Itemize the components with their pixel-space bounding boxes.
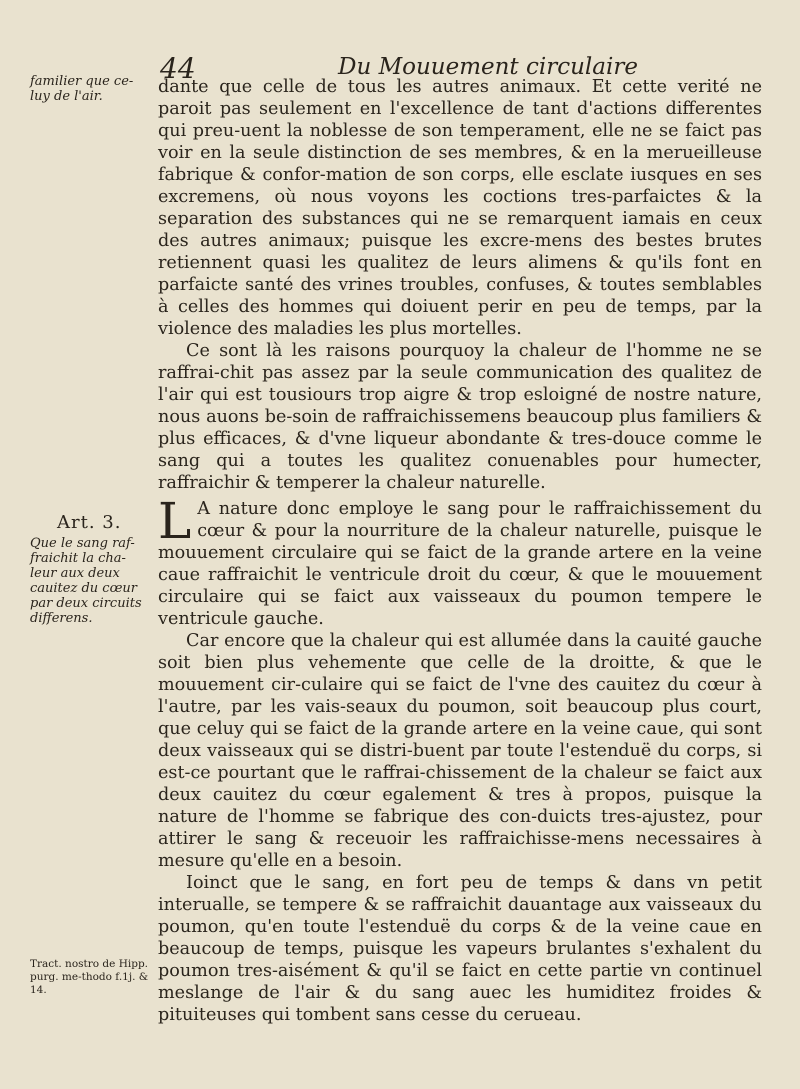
paragraph-3-text: A nature donc employe le sang pour le raffraichissement du cœur & pour la nourriture de la chaleur naturelle, puisque le mouuement circulaire qui se faict de la grande artere en la veine caue raffraichit le ventricule droit du cœur, & que le mouuement circulaire qui se faict aux vaisseaux du poumon tempere le ventricule gauche. xyxy=(158,499,762,629)
paragraph-5: Ioinct que le sang, en fort peu de temps & dans vn petit interualle, se tempere & se raffraichit dauantage aux vaisseaux du poumon, qu'en toute l'estenduë du corps & de la veine caue en beaucoup de temps, puisque les vapeurs brulantes s'exhalent du poumon tres-aisément & qu'il se faict en cette partie vn continuel meslange de l'air & du sang auec les humiditez froides & pituiteuses qui tombent sans cesse du cerueau. xyxy=(158,873,762,1025)
footnote: Tract. nostro de Hipp. purg. me-thodo f.1j. & 14. xyxy=(30,958,149,996)
margin-note-air: familier que ce-luy de l'air. xyxy=(30,74,134,104)
article-label: Art. 3. xyxy=(57,512,122,533)
margin-note-article: Que le sang raf-fraichit la cha-leur aux deux cauitez du cœur par deux circuits differens. xyxy=(30,536,142,626)
drop-cap: L xyxy=(158,492,192,550)
paragraph-1: dante que celle de tous les autres animaux. Et cette verité ne paroit pas seulement en l'excellence de tant d'actions differentes qui preu-uent la noblesse de son temperament, elle ne se faict pas voir en la seule distinction de ses membres, & en la merueilleuse fabrique & confor-mation de son corps, elle esclate iusques en ses excremens, où nous voyons les coctions tres-parfaictes & la separation des substances qui ne se remarquent iamais en ceux des autres animaux; puisque les excre-mens des bestes brutes retiennent quasi les qualitez de leurs alimens & qu'ils font en parfaicte santé des vrines troubles, confuses, & toutes semblables à celles des hommes qui doiuent perir en peu de temps, par la violence des maladies les plus mortelles. xyxy=(158,77,762,339)
page-number: 44 xyxy=(160,52,196,85)
paragraph-2: Ce sont là les raisons pourquoy la chaleur de l'homme ne se raffrai-chit pas assez par la seule communication des qualitez de l'air qui est tousiours trop aigre & trop esloigné de nostre nature, nous auons be-soin de raffraichissemens beaucoup plus familiers & plus efficaces, & d'vne liqueur abondante & tres-douce comme le sang qui a toutes les qualitez conuenables pour humecter, raffraichir & temperer la chaleur naturelle. xyxy=(158,341,762,493)
main-text xyxy=(158,76,762,1026)
paragraph-4: Car encore que la chaleur qui est allumée dans la cauité gauche soit bien plus vehemente que celle de la droitte, & que le mouuement cir-culaire qui se faict de l'vne des cauitez du cœur à l'autre, par les vais-seaux du poumon, soit beaucoup plus court, que celuy qui se faict de la grande artere en la veine caue, qui sont deux vaisseaux qui se distri-buent par toute l'estenduë du corps, si est-ce pourtant que le raffrai-chissement de la chaleur se faict aux deux cauitez du cœur egalement & tres à propos, puisque la nature de l'homme se fabrique des con-duicts tres-ajustez, pour attirer le sang & receuoir les raffraichisse-mens necessaires à mesure qu'elle en a besoin. xyxy=(158,631,762,871)
paragraph-3 xyxy=(158,492,762,630)
running-title: Du Mouuement circulaire xyxy=(338,54,638,80)
